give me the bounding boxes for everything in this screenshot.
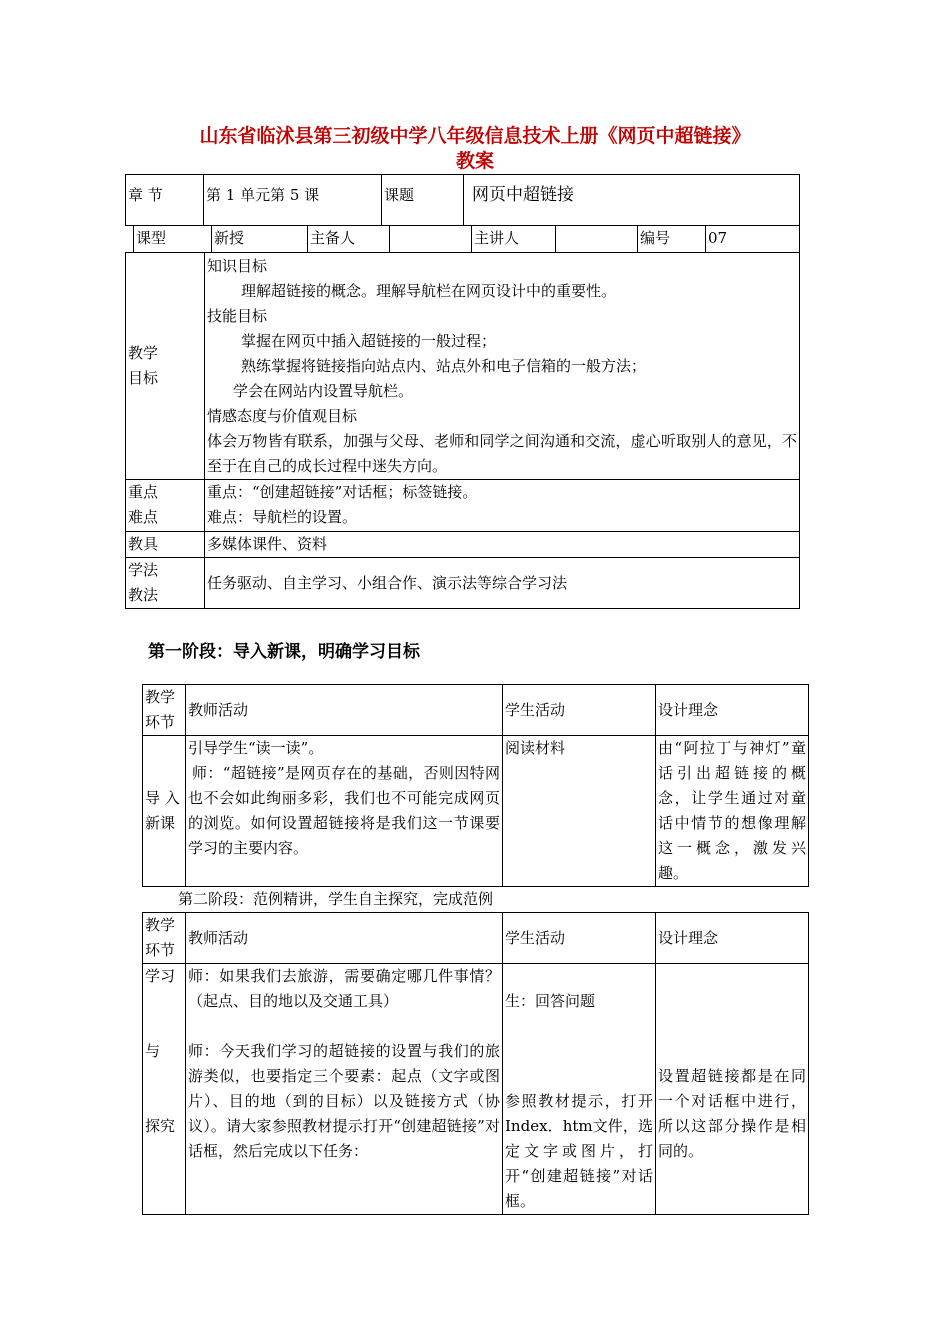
stage1-header-concept: 设计理念 [656, 685, 809, 736]
goal-item: 学会在网站内设置导航栏。 [233, 382, 414, 400]
goals-label-1: 教学 [128, 344, 159, 362]
stage1-teacher-line: 引导学生“读一读”。 [188, 739, 324, 757]
tools-label: 教具 [126, 532, 205, 558]
goal-item: 掌握在网页中插入超链接的一般过程； [241, 332, 497, 350]
method-label-2: 教法 [128, 586, 159, 604]
goals-label-2: 目标 [128, 369, 159, 387]
stage1-header-teacher: 教师活动 [186, 685, 503, 736]
topic-value: 网页中超链接 [464, 175, 800, 226]
stage1-table [142, 684, 809, 887]
stage2-design-concept [656, 964, 809, 1215]
stage2-header-concept: 设计理念 [656, 913, 809, 964]
number-value: 07 [706, 226, 800, 253]
method-value: 任务驱动、自主学习、小组合作、演示法等综合学习法 [205, 558, 800, 609]
info-table-goals [125, 252, 800, 609]
goals-content [205, 253, 800, 480]
stage2-teacher-activity [186, 964, 503, 1215]
stage2-header-student: 学生活动 [503, 913, 656, 964]
document-title [120, 124, 830, 174]
title-line-1: 山东省临沭县第三初级中学八年级信息技术上册《网页中超链接》 [199, 125, 751, 147]
key-content [205, 480, 800, 532]
stage2-concept-text: 设置超链接都是在同一个对话框中进行，所以这部分操作是相同的。 [658, 1067, 806, 1160]
type-value: 新授 [212, 226, 308, 253]
stage2-header-teacher: 教师活动 [186, 913, 503, 964]
key-point: 重点：“创建超链接”对话框；标签链接。 [207, 483, 478, 501]
info-table-top [125, 174, 800, 226]
goals-label [126, 253, 205, 480]
goal-item: 熟练掌握将链接指向站点内、站点外和电子信箱的一般方法； [241, 357, 647, 375]
goal-heading-attitude: 情感态度与价值观目标 [207, 407, 358, 425]
stage2-student-line: 参照教材提示，打开Index．htm文件，选定文字或图片，打开“创建超链接”对话框。 [505, 1092, 653, 1210]
goal-heading-knowledge: 知识目标 [207, 257, 268, 275]
key-label-2: 难点 [128, 508, 159, 526]
stage2-teacher-line: 师：如果我们去旅游，需要确定哪几件事情？（起点、目的地以及交通工具） [188, 967, 500, 1010]
stage2-table [142, 912, 809, 1215]
preparer-value [390, 226, 472, 253]
stage2-section-1: 学习 [145, 967, 176, 985]
goal-item: 体会万物皆有联系，加强与父母、老师和同学之间沟通和交流，虚心听取别人的意见，不至于在自己的成长过程中迷失方向。 [207, 432, 797, 475]
stage2-header-section: 教学环节 [143, 913, 186, 964]
lecturer-value [556, 226, 638, 253]
stage1-section-1: 导 入 [145, 789, 180, 807]
stage1-student-activity: 阅读材料 [503, 736, 656, 887]
stage2-heading: 第二阶段：范例精讲，学生自主探究，完成范例 [178, 890, 494, 908]
goal-heading-skill: 技能目标 [207, 307, 268, 325]
chapter-value: 第 1 单元第 5 课 [204, 175, 382, 226]
stage2-student-activity [503, 964, 656, 1215]
key-label-1: 重点 [128, 483, 159, 501]
chapter-label: 章 节 [126, 175, 204, 226]
title-line-2: 教案 [455, 150, 494, 172]
difficult-point: 难点：导航栏的设置。 [207, 508, 358, 526]
stage1-teacher-activity [186, 736, 503, 887]
method-label-1: 学法 [128, 561, 159, 579]
stage1-design-concept: 由“阿拉丁与神灯”童话引出超链接的概念，让学生通过对童话中情节的想像理解这一概念，激发兴趣。 [656, 736, 809, 887]
info-table-meta [133, 225, 800, 253]
stage2-section-3: 探究 [145, 1117, 176, 1135]
stage1-header-student: 学生活动 [503, 685, 656, 736]
stage2-teacher-line: 师：今天我们学习的超链接的设置与我们的旅游类似，也要指定三个要素：起点（文字或图片）、目的地（到的目标）以及链接方式（协议）。请大家参照教材提示打开“创建超链接”对话框，然后完成以下任务： [188, 1042, 500, 1160]
stage2-section [143, 964, 186, 1215]
type-label: 课型 [134, 226, 212, 253]
stage1-heading: 第一阶段：导入新课，明确学习目标 [148, 642, 420, 662]
stage2-student-line: 生：回答问题 [505, 992, 596, 1010]
lecturer-label: 主讲人 [472, 226, 556, 253]
stage1-header-section: 教学环节 [143, 685, 186, 736]
number-label: 编号 [638, 226, 706, 253]
stage2-section-2: 与 [145, 1042, 161, 1060]
tools-value: 多媒体课件、资料 [205, 532, 800, 558]
topic-label: 课题 [382, 175, 464, 226]
stage1-section [143, 736, 186, 887]
method-label [126, 558, 205, 609]
key-label [126, 480, 205, 532]
stage1-section-2: 新课 [145, 814, 176, 832]
stage1-teacher-line: 师：“超链接”是网页存在的基础，否则因特网也不会如此绚丽多彩，我们也不可能完成网页的浏览。如何设置超链接将是我们这一节课要学习的主要内容。 [188, 764, 500, 857]
preparer-label: 主备人 [308, 226, 390, 253]
goal-item: 理解超链接的概念。理解导航栏在网页设计中的重要性。 [241, 282, 617, 300]
